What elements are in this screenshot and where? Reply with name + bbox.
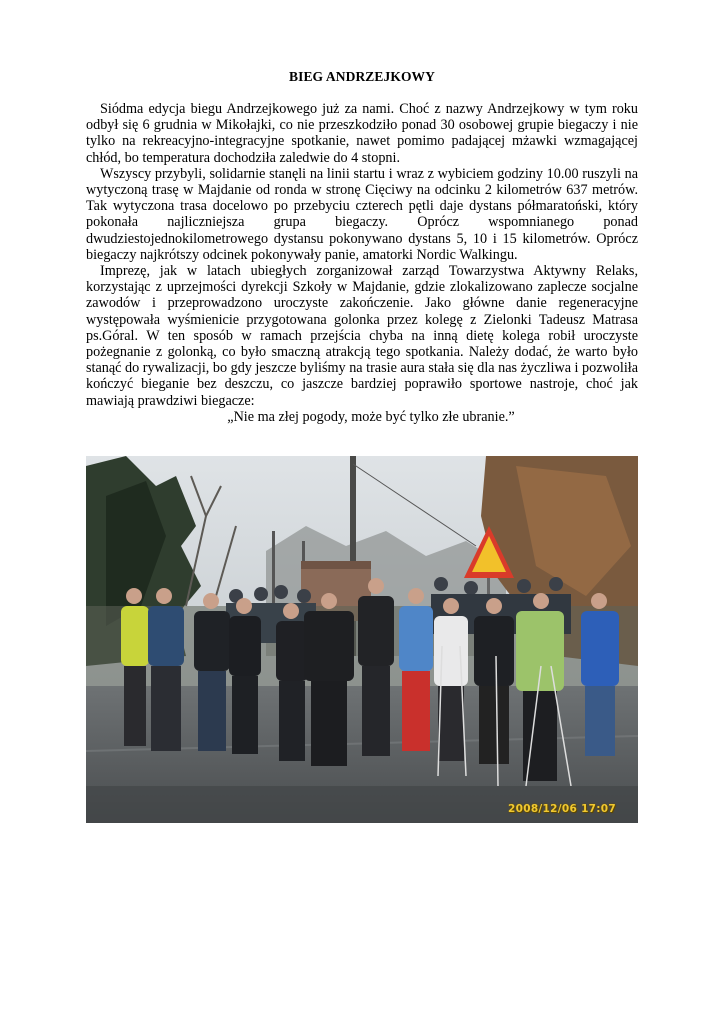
article-title: BIEG ANDRZEJKOWY [289,69,435,84]
paragraph-1: Siódma edycja biegu Andrzejkowego już za nami. Choć z nazwy Andrzejkowy w tym roku odbył się 6 grudnia w Mikołajki, co nie przeszkodziło ponad 30 osobowej grupie biegaczy i nie tylko na rekreacyjno-integracyjne spotkanie, nawet pomimo padającej mżawki wzmagającej chłód, bo temperatura dochodziła zaledwie do 4 stopni. [86,101,638,166]
photo-timestamp: 2008/12/06 17:07 [508,803,616,815]
article-body [86,101,638,425]
group-photo-illustration [86,456,638,823]
group-photo [86,456,638,823]
closing-quote: „Nie ma złej pogody, może być tylko złe ubranie.” [227,408,515,425]
paragraph-3: Imprezę, jak w latach ubiegłych zorganizował zarząd Towarzystwa Aktywny Relaks, korzystając z uprzejmości dyrekcji Szkoły w Majdanie, gdzie zlokalizowano zaplecze socjalne zawodów i przeprowadzono uroczyste zakończenie. Jako główne danie regeneracyjne występowała wyśmienicie przygotowana golonka przez kolegę z Zielonki Tadeusz Matrasa ps.Góral. W ten sposób w ramach przejścia chyba na inną dietę kolega robił uroczyste pożegnanie z golonką, co było smaczną atrakcją tego spotkania. Należy dodać, że warto było stanąć do rywalizacji, bo gdy jeszcze byliśmy na trasie aura stała się dla nas życzliwa i pozwoliła kończyć bieganie bez deszczu, co jaszcze bardziej poprawiło sportowe nastroje, choć jak mawiają prawdziwi biegacze: [86,263,638,409]
paragraph-2: Wszyscy przybyli, solidarnie stanęli na linii startu i wraz z wybiciem godziny 10.00 ruszyli na wytyczoną trasę w Majdanie od ronda w stronę Cięciwy na odcinku 2 kilometrów 637 metrów. Tak wytyczona trasa docelowo po przebyciu czterech pętli daje dystans półmaratoński, który pokonała najliczniejsza grupa biegaczy. Oprócz wspomnianego ponad dwudziestojednokilometrowego dystansu pokonywano dystans 5, 10 i 15 kilometrów. Oprócz biegaczy najkrótszy odcinek pokonywały panie, amatorki Nordic Walkingu. [86,165,638,263]
